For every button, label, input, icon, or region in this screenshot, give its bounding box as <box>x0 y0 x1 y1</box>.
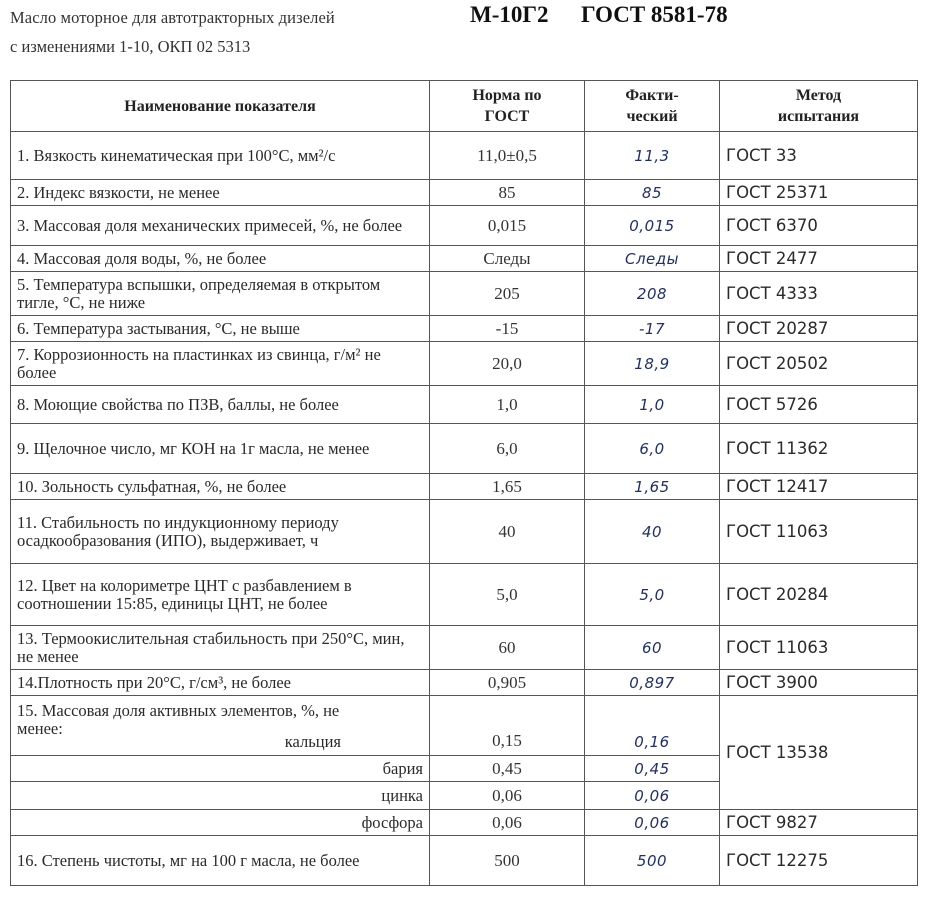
row-norm: Следы <box>430 246 585 272</box>
row-fact: 5,0 <box>585 564 720 626</box>
row-method: ГОСТ 4333 <box>720 272 918 316</box>
table-row-phosphorus <box>11 810 918 836</box>
row-name: 11. Стабильность по индукционному периоду осадкообразования (ИПО), выдерживает, ч <box>11 500 430 564</box>
row-norm: 85 <box>430 180 585 206</box>
row-norm: 1,0 <box>430 386 585 424</box>
row-fact: 1,65 <box>585 474 720 500</box>
row-method: ГОСТ 6370 <box>720 206 918 246</box>
row15-cell <box>11 696 430 756</box>
row-name: 13. Термоокислительная стабильность при 250°С, мин, не менее <box>11 626 430 670</box>
row-fact: 208 <box>585 272 720 316</box>
row15-norm-phosphorus: 0,06 <box>430 810 585 836</box>
table-row <box>11 670 918 696</box>
row-norm: 1,65 <box>430 474 585 500</box>
row-norm: 60 <box>430 626 585 670</box>
row15-sub-phosphorus: фосфора <box>11 810 430 836</box>
row-name: 6. Температура застывания, °С, не выше <box>11 316 430 342</box>
row15-norm-zinc: 0,06 <box>430 782 585 810</box>
row-fact: -17 <box>585 316 720 342</box>
row-method: ГОСТ 11063 <box>720 626 918 670</box>
row16-method: ГОСТ 12275 <box>720 836 918 886</box>
header-title-line: Масло моторное для автотракторных дизелей <box>10 8 335 27</box>
row-name: 1. Вязкость кинематическая при 100°С, мм²/с <box>11 132 430 180</box>
row-fact: Следы <box>585 246 720 272</box>
row-name: 12. Цвет на колориметре ЦНТ с разбавлением в соотношении 15:85, единицы ЦНТ, не более <box>11 564 430 626</box>
row-fact: 18,9 <box>585 342 720 386</box>
row-method: ГОСТ 33 <box>720 132 918 180</box>
document-header <box>10 4 920 78</box>
row-norm: 6,0 <box>430 424 585 474</box>
table-row <box>11 626 918 670</box>
table-row <box>11 424 918 474</box>
row15-norm-barium: 0,45 <box>430 756 585 782</box>
row15-sub-zinc: цинка <box>11 782 430 810</box>
row-method: ГОСТ 3900 <box>720 670 918 696</box>
row-fact: 40 <box>585 500 720 564</box>
oil-grade: М-10Г2 <box>470 2 549 27</box>
header-subtitle: с изменениями 1-10, ОКП 02 5313 <box>10 37 251 56</box>
table-header-row <box>11 81 918 132</box>
row-method: ГОСТ 11063 <box>720 500 918 564</box>
table-row <box>11 342 918 386</box>
table-row <box>11 564 918 626</box>
row-name: 4. Массовая доля воды, %, не более <box>11 246 430 272</box>
row-norm: -15 <box>430 316 585 342</box>
row-method: ГОСТ 25371 <box>720 180 918 206</box>
row-name: 10. Зольность сульфатная, %, не более <box>11 474 430 500</box>
row-norm: 20,0 <box>430 342 585 386</box>
row15-fact-zinc: 0,06 <box>585 782 720 810</box>
table-row <box>11 132 918 180</box>
row15-sub-barium: бария <box>11 756 430 782</box>
row-name: 9. Щелочное число, мг КОН на 1г масла, не менее <box>11 424 430 474</box>
row16-fact: 500 <box>585 836 720 886</box>
col-header-name: Наименование показателя <box>11 81 430 132</box>
gost-standard: ГОСТ 8581-78 <box>581 2 728 27</box>
row-fact: 0,897 <box>585 670 720 696</box>
row-norm: 205 <box>430 272 585 316</box>
row-fact: 1,0 <box>585 386 720 424</box>
row-method: ГОСТ 5726 <box>720 386 918 424</box>
row15-fact-calcium: 0,16 <box>585 696 720 756</box>
row-method: ГОСТ 11362 <box>720 424 918 474</box>
col-header-fact: Факти-ческий <box>585 81 720 132</box>
table-row <box>11 272 918 316</box>
row15-sub-calcium: кальция <box>284 732 341 751</box>
specs-table <box>10 80 918 886</box>
col-header-method: Метод испытания <box>720 81 918 132</box>
row-fact: 60 <box>585 626 720 670</box>
row15-name: 15. Массовая доля активных элементов, %, не менее: <box>17 701 340 738</box>
row-fact: 6,0 <box>585 424 720 474</box>
table-row <box>11 316 918 342</box>
row-fact: 11,3 <box>585 132 720 180</box>
row-fact: 85 <box>585 180 720 206</box>
row15-norm-calcium: 0,15 <box>430 696 585 756</box>
row-norm: 40 <box>430 500 585 564</box>
row15-method-phosphorus: ГОСТ 9827 <box>720 810 918 836</box>
row-method: ГОСТ 20502 <box>720 342 918 386</box>
table-row <box>11 386 918 424</box>
table-row <box>11 206 918 246</box>
row15-fact-barium: 0,45 <box>585 756 720 782</box>
col-header-norm: Норма по ГОСТ <box>430 81 585 132</box>
row-name: 7. Коррозионность на пластинках из свинца, г/м² не более <box>11 342 430 386</box>
row-method: ГОСТ 20287 <box>720 316 918 342</box>
table-row <box>11 474 918 500</box>
table-row-active-elements <box>11 696 918 756</box>
row-norm: 0,905 <box>430 670 585 696</box>
table-row <box>11 836 918 886</box>
row-fact: 0,015 <box>585 206 720 246</box>
row-method: ГОСТ 2477 <box>720 246 918 272</box>
row-norm: 0,015 <box>430 206 585 246</box>
row16-norm: 500 <box>430 836 585 886</box>
row-name: 5. Температура вспышки, определяемая в открытом тигле, °С, не ниже <box>11 272 430 316</box>
row15-fact-phosphorus: 0,06 <box>585 810 720 836</box>
row15-method-group: ГОСТ 13538 <box>720 696 918 810</box>
row-name: 14.Плотность при 20°С, г/см³, не более <box>11 670 430 696</box>
row16-name: 16. Степень чистоты, мг на 100 г масла, не более <box>11 836 430 886</box>
row-method: ГОСТ 20284 <box>720 564 918 626</box>
row-norm: 5,0 <box>430 564 585 626</box>
row-name: 2. Индекс вязкости, не менее <box>11 180 430 206</box>
row-method: ГОСТ 12417 <box>720 474 918 500</box>
table-row <box>11 500 918 564</box>
row-name: 3. Массовая доля механических примесей, %, не более <box>11 206 430 246</box>
table-row <box>11 180 918 206</box>
row-name: 8. Моющие свойства по ПЗВ, баллы, не более <box>11 386 430 424</box>
table-row <box>11 246 918 272</box>
row-norm: 11,0±0,5 <box>430 132 585 180</box>
